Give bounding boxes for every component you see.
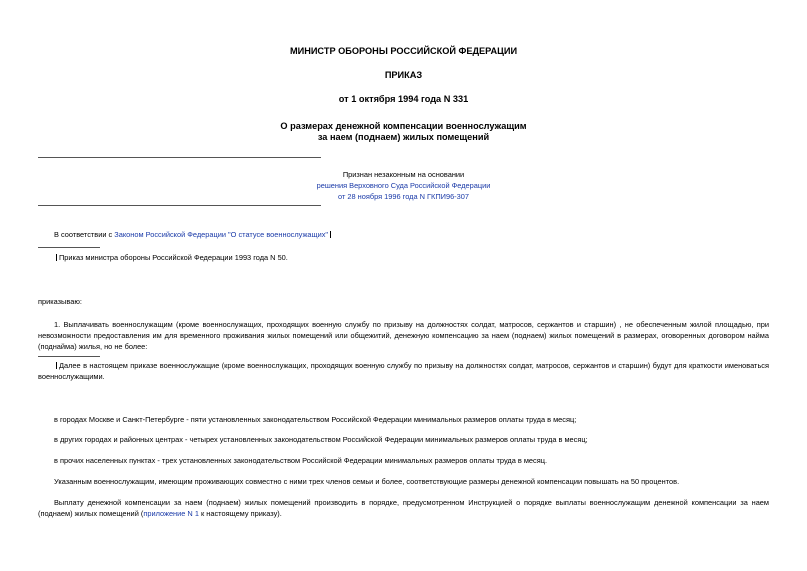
list-item-cities: в других городах и районных центрах - четырех установленных законодательством Российской Федерации минимальных размеров оплаты труда в месяц;: [54, 435, 588, 444]
footnote-2: [38, 360, 769, 382]
appendix-1-link[interactable]: приложение N 1: [143, 509, 199, 518]
footnote-rule-2: [38, 356, 100, 357]
order-word: приказываю:: [38, 297, 82, 306]
doc-type-heading: ПРИКАЗ: [384, 70, 423, 80]
date-number-heading: от 1 октября 1994 года N 331: [338, 94, 469, 104]
list-item-moscow: в городах Москве и Санкт-Петербурге - пяти установленных законодательством Российской Федерации минимальных размеров оплаты труда в месяц;: [54, 415, 577, 424]
paragraph-2: Указанным военнослужащим, имеющим проживающих совместно с ними трех членов семьи и более, соответствующие размеры денежной компенсации повышать на 50 процентов.: [54, 477, 680, 486]
paragraph-3-prefix: Выплату денежной компенсации за наем (поднаем) жилых помещений производить в порядке, предусмотренном Инструкцией о порядке выплаты военнослужащим денежной компенсации за наем (поднаем) жилых помещений (: [38, 498, 769, 518]
status-decision-date-link[interactable]: от 28 ноября 1996 года N ГКПИ96-307: [338, 192, 469, 201]
title-line-1: О размерах денежной компенсации военнослужащим: [280, 121, 527, 131]
ministry-heading: МИНИСТР ОБОРОНЫ РОССИЙСКОЙ ФЕДЕРАЦИИ: [289, 46, 518, 56]
status-court-decision-link[interactable]: решения Верховного Суда Российской Федерации: [316, 181, 491, 190]
status-rule-top: [38, 157, 321, 158]
status-rule-bottom: [38, 205, 321, 206]
footnote-marker: [330, 231, 331, 238]
paragraph-1: 1. Выплачивать военнослужащим (кроме военнослужащих, проходящих военную службу по призыву на должностях солдат, матросов, сержантов и старшин) , не обеспеченным жилой площадью, при невозможности предоставления им для временного проживания жилых помещений или общежитий, денежную компенсацию за наем (поднаем) жилых помещений в размерах, оговоренных договором найма (поднайма) жилья, но не более:: [38, 320, 769, 351]
intro-prefix: В соответствии с: [54, 230, 115, 239]
footnote-1-text: Приказ министра обороны Российской Федерации 1993 года N 50.: [59, 253, 288, 262]
footnote-marker: [56, 362, 57, 369]
list-item-other: в прочих населенных пунктах - трех установленных законодательством Российской Федерации минимальных размеров оплаты труда в месяц.: [54, 456, 548, 465]
footnote-rule-1: [38, 247, 100, 248]
title-line-2: за наем (поднаем) жилых помещений: [317, 132, 490, 142]
status-text: Признан незаконным на основании: [342, 170, 465, 179]
paragraph-3-suffix: к настоящему приказу).: [198, 509, 282, 518]
footnote-marker: [56, 254, 57, 261]
footnote-1: [38, 252, 769, 263]
intro-paragraph: [38, 229, 769, 240]
footnote-2-text: Далее в настоящем приказе военнослужащие (кроме военнослужащих, проходящих военную службу по призыву на должностях солдат, матросов, сержантов и старшин) будут для краткости именоваться военнослужащими.: [38, 361, 769, 381]
paragraph-3: [38, 497, 769, 519]
law-link[interactable]: Законом Российской Федерации "О статусе военнослужащих": [114, 230, 329, 239]
